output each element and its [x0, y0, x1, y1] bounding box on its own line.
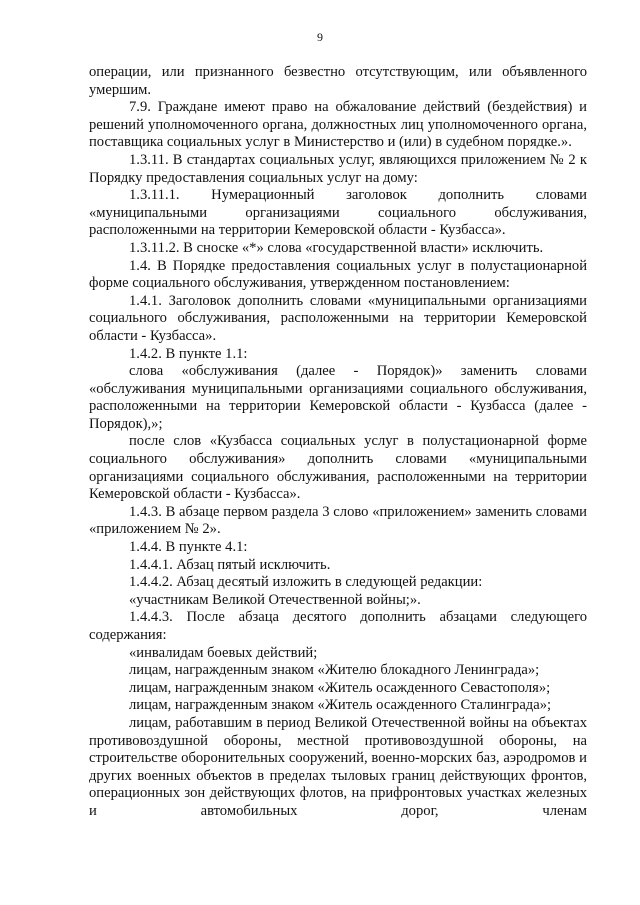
paragraph: «инвалидам боевых действий;: [129, 644, 318, 661]
paragraph: 1.4.4. В пункте 4.1:: [129, 539, 248, 556]
paragraph: лицам, награжденным знаком «Житель осажденного Севастополя»;: [129, 679, 551, 696]
document-body: [89, 64, 587, 821]
paragraph: 1.4.3. В абзаце первом раздела 3 слово «приложением» заменить словами «приложением № 2».: [89, 503, 587, 538]
paragraph: лицам, награжденным знаком «Житель осажденного Сталинграда»;: [129, 697, 552, 714]
paragraph: «участникам Великой Отечественной войны;».: [129, 591, 421, 608]
paragraph: лицам, работавшим в период Великой Отечественной войны на объектах противовоздушной обороны, местной противовоздушной обороны, на строительстве оборонительных сооружений, военно-морских баз, аэродромов и других военных объектов в пределах тыловых границ действующих фронтов, операционных зон действующих флотов, на прифронтовых участках железных и автомобильных дорог, членам: [89, 714, 587, 819]
paragraph: 1.4.1. Заголовок дополнить словами «муниципальными организациями социального обслуживания, расположенными на территории Кемеровской области - Кузбасса».: [89, 292, 587, 344]
paragraph: 1.3.11.1. Нумерационный заголовок дополнить словами «муниципальными организациями социального обслуживания, расположенными на территории Кемеровской области - Кузбасса».: [89, 187, 587, 239]
paragraph: лицам, награжденным знаком «Жителю блокадного Ленинграда»;: [129, 662, 540, 679]
paragraph: 1.4.2. В пункте 1.1:: [129, 345, 248, 362]
page-number: 9: [317, 30, 323, 44]
paragraph: 7.9. Граждане имеют право на обжалование действий (бездействия) и решений уполномоченного органа, должностных лиц уполномоченного органа, поставщика социальных услуг в Министерство и (или) в судебном порядке.».: [89, 99, 587, 151]
paragraph: 1.4.4.1. Абзац пятый исключить.: [129, 556, 331, 573]
paragraph: 1.4.4.2. Абзац десятый изложить в следующей редакции:: [129, 574, 483, 591]
paragraph: слова «обслуживания (далее - Порядок)» заменить словами «обслуживания муниципальными организациями социального обслуживания, расположенными на территории Кемеровской области - Кузбасса (далее - Порядок),»;: [89, 363, 587, 432]
paragraph: 1.3.11.2. В сноске «*» слова «государственной власти» исключить.: [129, 239, 544, 256]
paragraph: операции, или признанного безвестно отсутствующим, или объявленного умершим.: [89, 64, 587, 98]
paragraph: 1.3.11. В стандартах социальных услуг, являющихся приложением № 2 к Порядку предоставления социальных услуг на дому:: [89, 151, 587, 186]
paragraph: 1.4.4.3. После абзаца десятого дополнить абзацами следующего содержания:: [89, 609, 587, 643]
paragraph: 1.4. В Порядке предоставления социальных услуг в полустационарной форме социального обслуживания, утвержденном постановлением:: [89, 257, 587, 292]
paragraph: после слов «Кузбасса социальных услуг в полустационарной форме социального обслуживания» дополнить словами «муниципальными организациями социального обслуживания, расположенными на территории Кемеровской области - Кузбасса».: [89, 433, 587, 503]
